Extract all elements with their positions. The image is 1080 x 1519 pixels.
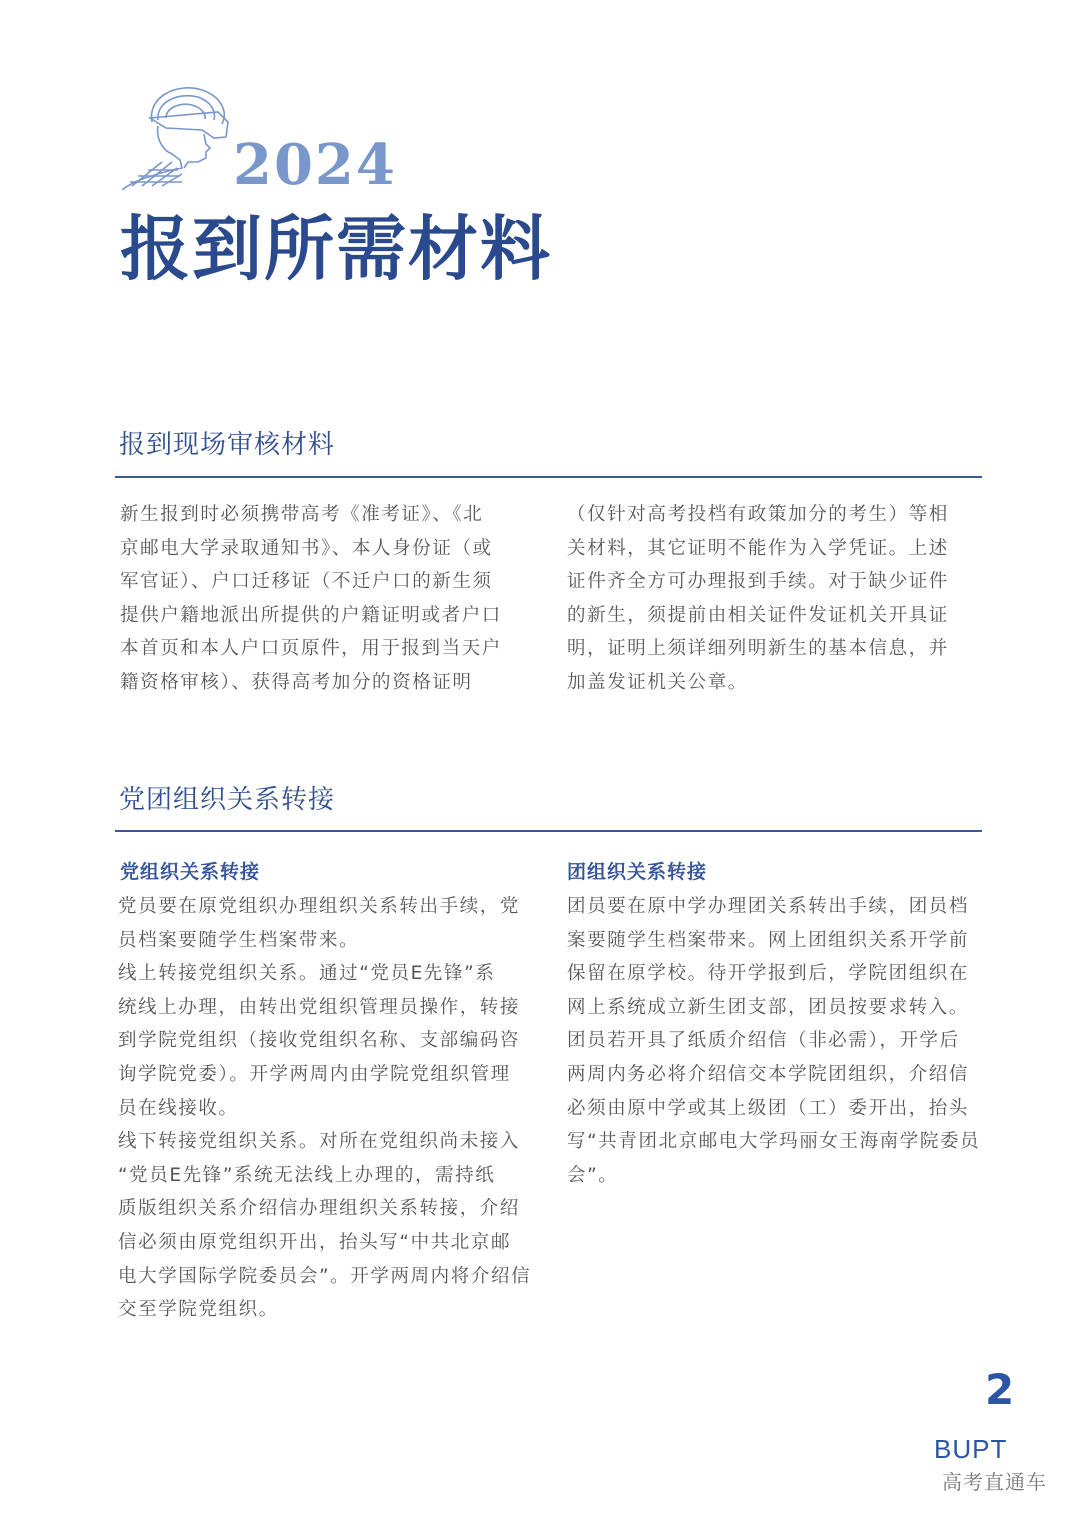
party-transfer-text [118,890,531,1327]
text-line: （仅针对高考投档有政策加分的考生）等相 [567,504,949,525]
text-line: 交至学院党组织。 [118,1299,279,1321]
text-line: 两周内务必将介绍信交本学院团组织，介绍信 [567,1063,970,1085]
year-label: 2024 [233,132,397,198]
text-line: 线下转接党组织关系。对所在党组织尚未接入 [118,1131,521,1153]
text-line: 加盖发证机关公章。 [567,671,748,693]
text-line: 团员若开具了纸质介绍信（非必需），开学后 [567,1030,960,1052]
text-line: 信必须由原党组织开出，抬头写“中共北京邮 [118,1231,512,1253]
section-divider [115,476,982,478]
text-line: 本首页和本人户口页原件，用于报到当天户 [120,638,502,660]
text-line: 团员要在原中学办理团关系转出手续，团员档 [567,896,970,917]
page-title: 报到所需材料 [120,208,552,290]
text-line: 询学院党委）。开学两周内由学院党组织管理 [118,1063,511,1085]
brand-subtitle: 高考直通车 [942,1470,1047,1494]
text-line: 籍资格审核）、获得高考加分的资格证明 [120,671,473,693]
vr-head-logo-icon [122,82,234,190]
onsite-materials-text-right [567,498,949,700]
text-line: 保留在原学校。待开学报到后，学院团组织在 [567,963,970,985]
text-line: 的新生，须提前由相关证件发证机关开具证 [567,604,949,626]
section-heading-party-league-transfer: 党团组织关系转接 [119,785,336,815]
text-line: 员档案要随学生档案带来。 [118,929,360,951]
text-line: 必须由原中学或其上级团（工）委开出，抬头 [567,1097,970,1119]
text-line: 线上转接党组织关系。通过“党员E先锋”系 [118,963,496,985]
brand-logo-text: BUPT [934,1434,1008,1464]
text-line: 提供户籍地派出所提供的户籍证明或者户口 [120,604,502,626]
league-transfer-text [567,890,980,1192]
onsite-materials-text-left [120,498,502,700]
page-number: 2 [985,1365,1015,1414]
text-line: 党员要在原党组织办理组织关系转出手续，党 [118,896,521,917]
text-line: 电大学国际学院委员会”。开学两周内将介绍信 [118,1265,532,1287]
text-line: 网上系统成立新生团支部，团员按要求转入。 [567,996,970,1018]
text-line: 案要随学生档案带来。网上团组织关系开学前 [567,929,970,951]
text-line: 军官证）、户口迁移证（不迁户口的新生须 [120,571,493,593]
text-line: 到学院党组织（接收党组织名称、支部编码咨 [118,1030,521,1052]
text-line: 员在线接收。 [118,1097,239,1119]
text-line: “党员E先锋”系统无法线上办理的，需持纸 [118,1164,496,1186]
text-line: 会”。 [567,1164,619,1186]
text-line: 京邮电大学录取通知书》、本人身份证（或 [120,537,493,559]
text-line: 新生报到时必须携带高考《准考证》、《北 [120,504,484,525]
text-line: 关材料，其它证明不能作为入学凭证。上述 [567,537,949,559]
section-divider [115,830,982,832]
text-line: 写“共青团北京邮电大学玛丽女王海南学院委员 [567,1131,981,1153]
text-line: 明，证明上须详细列明新生的基本信息，并 [567,638,949,660]
subheading-league-transfer: 团组织关系转接 [567,861,708,883]
text-line: 证件齐全方可办理报到手续。对于缺少证件 [567,571,949,593]
section-heading-onsite-materials: 报到现场审核材料 [119,430,336,460]
text-line: 统线上办理，由转出党组织管理员操作，转接 [118,996,521,1018]
subheading-party-transfer: 党组织关系转接 [120,861,261,883]
text-line: 质版组织关系介绍信办理组织关系转接，介绍 [118,1198,521,1220]
